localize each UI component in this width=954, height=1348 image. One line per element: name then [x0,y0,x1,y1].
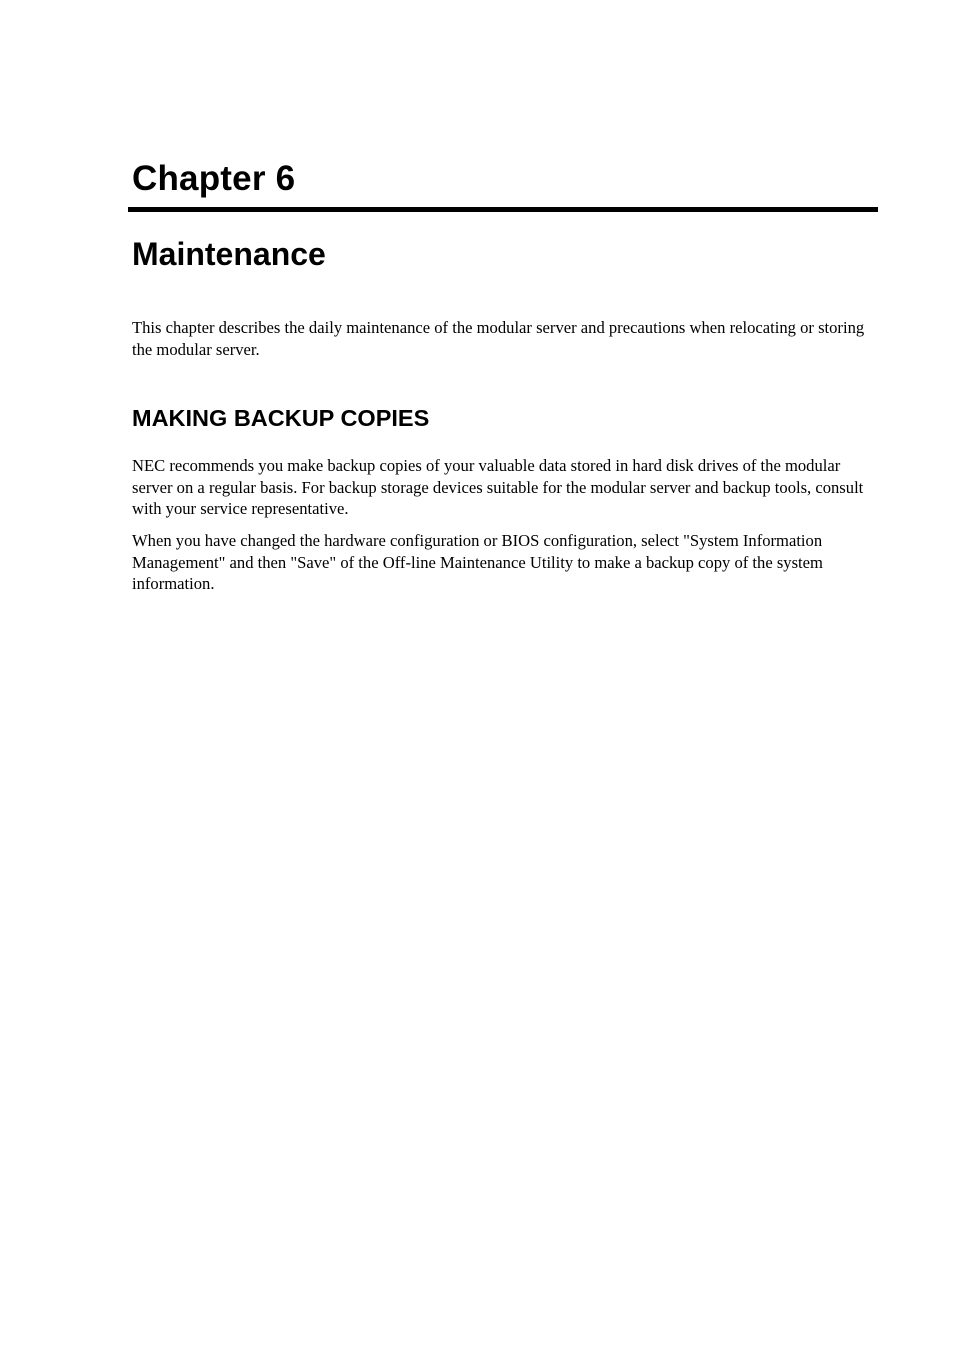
chapter-intro-paragraph: This chapter describes the daily maintenance of the modular server and precautions when relocating or storing the modular server. [132,318,865,359]
section-paragraph-2: When you have changed the hardware configuration or BIOS configuration, select "System Information Management" and then "Save" of the Off-line Maintenance Utility to make a backup copy of the system information. [132,531,823,593]
section-heading: MAKING BACKUP COPIES [132,405,430,431]
chapter-label: Chapter 6 [132,159,296,198]
chapter-title: Maintenance [132,236,326,272]
chapter-divider [128,207,878,212]
section-paragraph-1: NEC recommends you make backup copies of your valuable data stored in hard disk drives of the modular server on a regular basis. For backup storage devices suitable for the modular server and backup tools, consult with your service representative. [132,456,864,518]
